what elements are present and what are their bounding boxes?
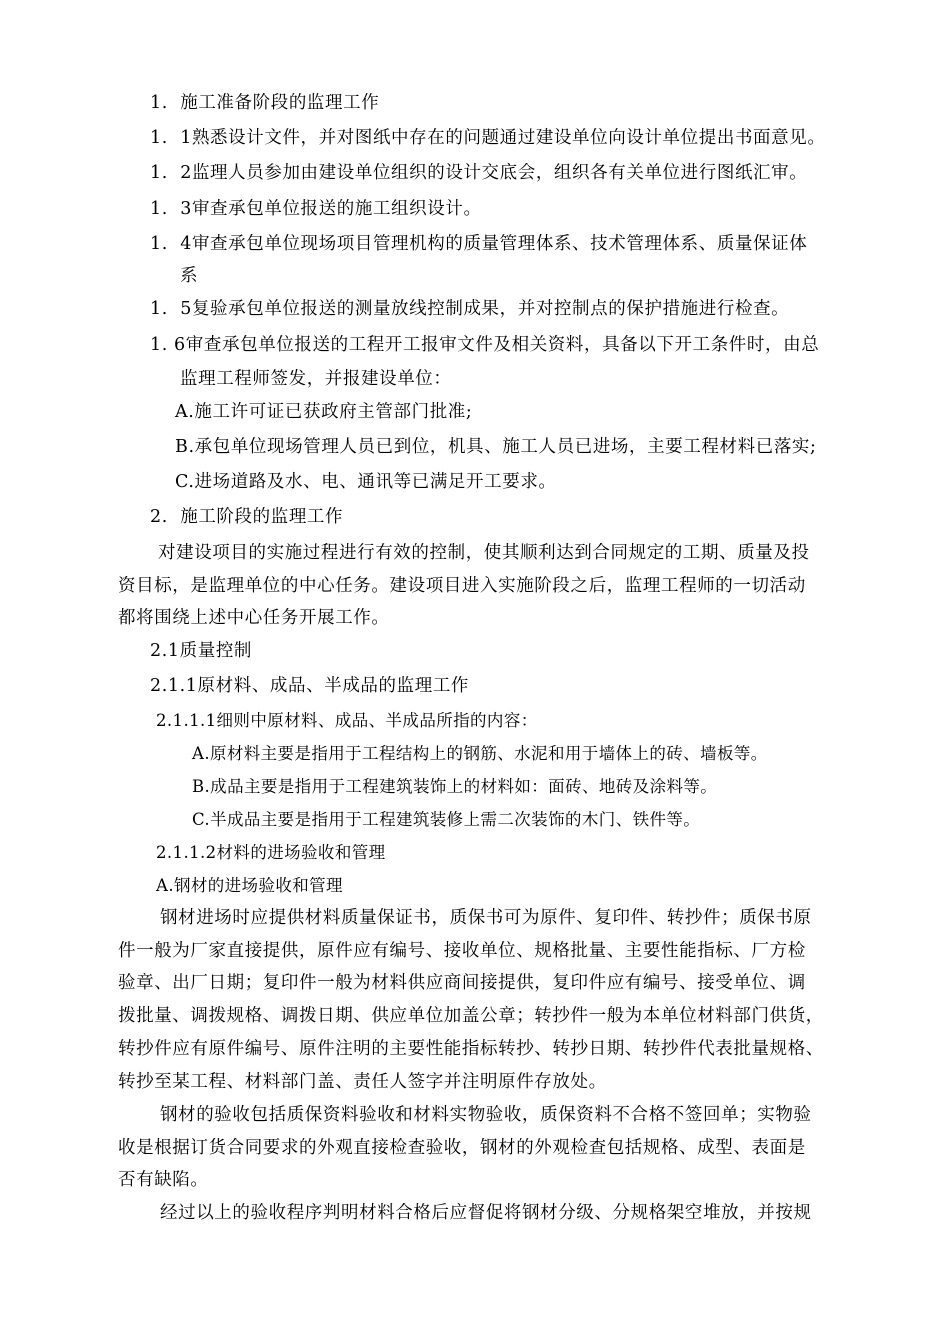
material-b: B.成品主要是指用于工程建筑装饰上的材料如：面砖、地砖及涂料等。: [192, 777, 718, 796]
paragraph-3-line-1: 钢材的验收包括质保资料验收和材料实物验收，质保资料不合格不签回单；实物验: [160, 1105, 812, 1125]
heading-2-1-1-materials: 2.1.1原材料、成品、半成品的监理工作: [150, 676, 470, 696]
heading-1-preparation: 1. 施工准备阶段的监理工作: [150, 93, 380, 113]
item-1-3: 1. 3审查承包单位报送的施工组织设计。: [150, 199, 482, 219]
item-1-4-continued: 系: [180, 266, 199, 286]
item-1-2: 1. 2监理人员参加由建设单位组织的设计交底会，组织各有关单位进行图纸汇审。: [150, 163, 808, 183]
material-c: C.半成品主要是指用于工程建筑装修上需二次装饰的木门、铁件等。: [192, 810, 701, 829]
paragraph-1-line-2: 资目标，是监理单位的中心任务。建设项目进入实施阶段之后，监理工程师的一切活动: [118, 576, 806, 596]
item-1-5: 1. 5复验承包单位报送的测量放线控制成果，并对控制点的保护措施进行检查。: [150, 299, 790, 319]
item-1-1: 1. 1熟悉设计文件，并对图纸中存在的问题通过建设单位向设计单位提出书面意见。: [150, 128, 826, 148]
item-1-4: 1. 4审查承包单位现场项目管理机构的质量管理体系、技术管理体系、质量保证体: [150, 234, 808, 254]
paragraph-2-line-1: 钢材进场时应提供材料质量保证书，质保书可为原件、复印件、转抄件；质保书原: [160, 908, 812, 928]
paragraph-2-line-5: 转抄件应有原件编号、原件注明的主要性能指标转抄、转抄日期、转抄件代表批量规格、: [118, 1039, 824, 1059]
heading-2-1-1-2: 2.1.1.2材料的进场验收和管理: [156, 843, 386, 862]
paragraph-4-line-1: 经过以上的验收程序判明材料合格后应督促将钢材分级、分规格架空堆放，并按规: [160, 1203, 812, 1223]
heading-2-construction: 2. 施工阶段的监理工作: [150, 507, 344, 527]
paragraph-2-line-2: 件一般为厂家直接提供，原件应有编号、接收单位、规格批量、主要性能指标、厂方检: [118, 941, 806, 961]
paragraph-3-line-2: 收是根据订货合同要求的外观直接检查验收，钢材的外观检查包括规格、成型、表面是: [118, 1138, 806, 1158]
paragraph-1-line-3: 都将围绕上述中心任务开展工作。: [118, 608, 390, 628]
item-1-6: 1. 6审查承包单位报送的工程开工报审文件及相关资料，具备以下开工条件时，由总: [150, 335, 820, 355]
heading-2-1-1-1: 2.1.1.1细则中原材料、成品、半成品所指的内容：: [156, 711, 538, 730]
condition-a: A.施工许可证已获政府主管部门批准;: [175, 402, 473, 422]
paragraph-3-line-3: 否有缺陷。: [118, 1170, 209, 1190]
condition-c: C.进场道路及水、电、通讯等已满足开工要求。: [175, 472, 557, 492]
heading-2-1-quality: 2.1质量控制: [150, 641, 253, 661]
item-1-6-continued: 监理工程师签发，并报建设单位：: [180, 369, 452, 389]
material-a: A.原材料主要是指用于工程结构上的钢筋、水泥和用于墙体上的砖、墙板等。: [192, 744, 768, 763]
heading-steel-acceptance: A.钢材的进场验收和管理: [156, 876, 343, 895]
paragraph-2-line-3: 验章、出厂日期；复印件一般为材料供应商间接提供，复印件应有编号、接受单位、调: [118, 973, 806, 993]
paragraph-1-line-1: 对建设项目的实施过程进行有效的控制，使其顺利达到合同规定的工期、质量及投: [158, 543, 810, 563]
paragraph-2-line-4: 拨批量、调拨规格、调拨日期、供应单位加盖公章；转抄件一般为本单位材料部门供货，: [118, 1006, 824, 1026]
paragraph-2-line-6: 转抄至某工程、材料部门盖、责任人签字并注明原件存放处。: [118, 1072, 607, 1092]
condition-b: B.承包单位现场管理人员已到位，机具、施工人员已进场，主要工程材料已落实;: [175, 437, 817, 457]
